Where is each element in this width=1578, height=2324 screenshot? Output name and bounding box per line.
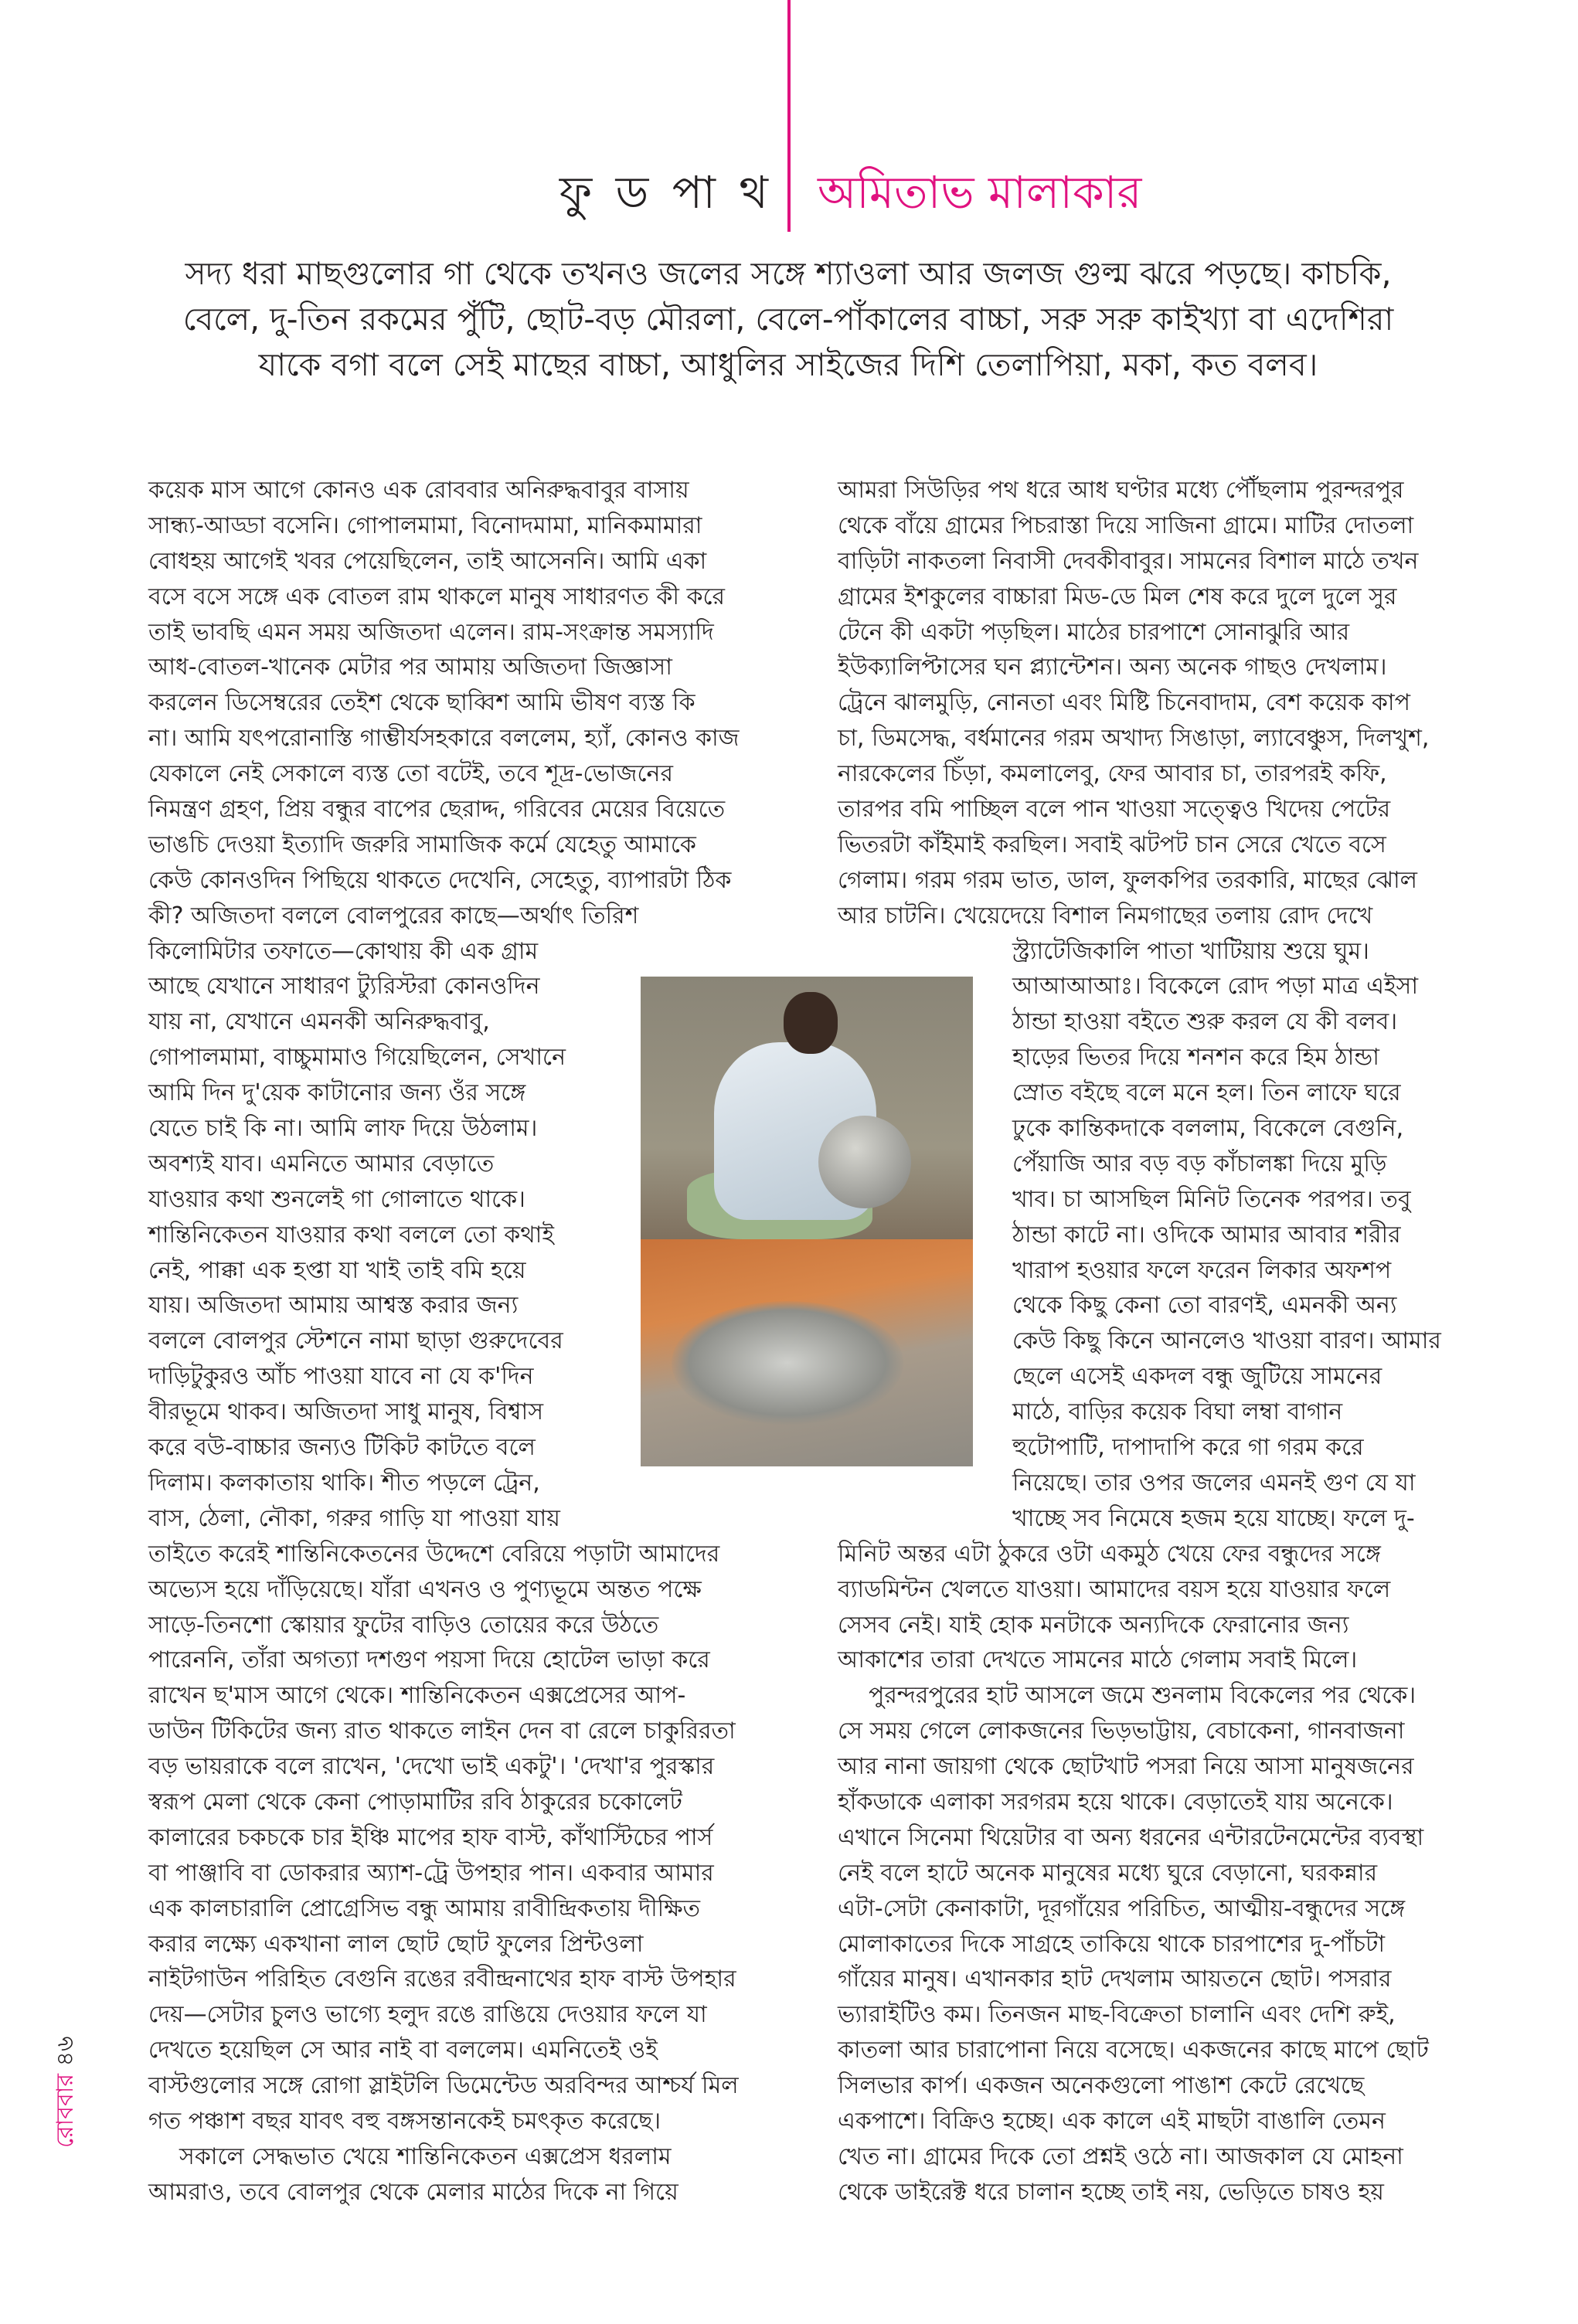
text-line: বোধহয় আগেই খবর পেয়েছিলেন, তাই আসেননি। আমি একা	[148, 547, 707, 575]
text-line: আর নানা জায়গা থেকে ছোটখাট পসরা নিয়ে আসা মানুষজনের	[838, 1753, 1414, 1781]
text-line: পুরন্দরপুরের হাট আসলে জমে শুনলাম বিকেলের পর থেকে।	[869, 1682, 1416, 1710]
text-line: এক কালচারালি প্রোগ্রেসিভ বন্ধু আমায় রাবীন্দ্রিকতায় দীক্ষিত	[148, 1894, 701, 1922]
text-line: হাড়ের ভিতর দিয়ে শনশন করে হিম ঠান্ডা	[1012, 1044, 1379, 1072]
text-line: নেই, পাক্কা এক হপ্তা যা খাই তাই বমি হয়ে	[148, 1256, 526, 1284]
text-line: হুটোপাটি, দাপাদাপি করে গা গরম করে	[1012, 1434, 1364, 1462]
text-line: করে বউ-বাচ্চার জন্যও টিকিট কাটতে বলে	[148, 1434, 536, 1462]
text-line: তারপর বমি পাচ্ছিল বলে পান খাওয়া সত্ত্বেও খিদেয় পেটের	[838, 796, 1391, 824]
text-line: দিলাম। কলকাতায় থাকি। শীত পড়লে ট্রেন,	[148, 1469, 540, 1497]
text-line: পারেননি, তাঁরা অগত্যা দশগুণ পয়সা দিয়ে হোটেল ভাড়া করে	[148, 1646, 710, 1674]
text-line: মাঠে, বাড়ির কয়েক বিঘা লম্বা বাগান	[1012, 1398, 1343, 1426]
text-line: শান্তিনিকেতন যাওয়ার কথা বললে তো কথাই	[148, 1221, 554, 1249]
text-line: কেউ কিছু কিনে আনলেও খাওয়া বারণ। আমার	[1012, 1327, 1441, 1355]
text-line: বড় ভায়রাকে বলে রাখেন, 'দেখো ভাই একটু'। 'দেখা'র পুরস্কার	[148, 1753, 715, 1781]
fish-pile	[672, 1301, 903, 1425]
text-line: থেকে বাঁয়ে গ্রামের পিচরাস্তা দিয়ে সাজিনা গ্রামে। মাটির দোতলা	[838, 511, 1414, 539]
text-line: সিলভার কার্প। একজন অনেকগুলো পাঙাশ কেটে রেখেছে	[838, 2072, 1365, 2100]
intro-line: বেলে, দু-তিন রকমের পুঁটি, ছোট-বড় মৌরলা, বেলে-পাঁকালের বাচ্চা, সরু সরু কাইখ্যা বা এদেশিরা	[182, 301, 1394, 338]
text-line: গত পঞ্চাশ বছর যাবৎ বহু বঙ্গসন্তানকেই চমৎকৃত করেছে।	[148, 2107, 661, 2135]
text-line: এখানে সিনেমা থিয়েটার বা অন্য ধরনের এন্টারটেনমেন্টের ব্যবস্থা	[838, 1823, 1424, 1851]
text-line: একপাশে। বিক্রিও হচ্ছে। এক কালে এই মাছটা বাঙালি তেমন	[838, 2107, 1386, 2135]
text-line: কয়েক মাস আগে কোনও এক রোববার অনিরুদ্ধবাবুর বাসায়	[148, 477, 689, 504]
text-line: মোলাকাতের দিকে সাগ্রহে তাকিয়ে থাকে চারপাশের দু-পাঁচটা	[838, 1930, 1386, 1958]
text-line: বাস্টগুলোর সঙ্গে রোগা স্লাইটলি ডিমেন্টেড অরবিন্দর আশ্চর্য মিল	[148, 2072, 739, 2100]
page-number: ৪৬	[52, 2036, 79, 2067]
text-line: ভাঙচি দেওয়া ইত্যাদি জরুরি সামাজিক কর্মে যেহেতু আমাকে	[148, 831, 696, 858]
text-line: খাব। চা আসছিল মিনিট তিনেক পরপর। তবু	[1012, 1185, 1411, 1213]
text-line: গেলাম। গরম গরম ভাত, ডাল, ফুলকপির তরকারি, মাছের ঝোল	[838, 866, 1418, 894]
text-line: কালারের চকচকে চার ইঞ্চি মাপের হাফ বাস্ট, কাঁথাস্টিচের পার্স	[148, 1823, 713, 1851]
text-line: ঠান্ডা কাটে না। ওদিকে আমার আবার শরীর	[1012, 1221, 1401, 1249]
text-line: আধ-বোতল-খানেক মেটার পর আমায় অজিতদা জিজ্ঞাসা	[148, 654, 672, 681]
text-line: দেখতে হয়েছিল সে আর নাই বা বললেম। এমনিতেই ওই	[148, 2037, 658, 2064]
text-line: যায়। অজিতদা আমায় আশ্বস্ত করার জন্য	[148, 1292, 519, 1320]
text-line: সেসব নেই। যাই হোক মনটাকে অন্যদিকে ফেরানোর জন্য	[838, 1611, 1349, 1639]
text-line: স্বরূপ মেলা থেকে কেনা পোড়ামাটির রবি ঠাকুরের চকোলেট	[148, 1788, 682, 1816]
text-line: যেকালে নেই সেকালে ব্যস্ত তো বটেই, তবে শূদ্র-ভোজনের	[148, 760, 673, 788]
text-line: গোপালমামা, বাচ্চুমামাও গিয়েছিলেন, সেখানে	[148, 1044, 566, 1072]
text-line: স্রোত বইছে বলে মনে হল। তিন লাফে ঘরে	[1012, 1079, 1401, 1107]
text-line: থেকে ডাইরেক্ট ধরে চালান হচ্ছে তাই নয়, ভেড়িতে চাষও হয়	[838, 2178, 1384, 2206]
intro-standfirst	[116, 251, 1461, 388]
text-line: কাতলা আর চারাপোনা নিয়ে বসেছে। একজনের কাছে মাপে ছোট	[838, 2037, 1429, 2064]
metal-pot	[818, 1116, 911, 1208]
magazine-name: রোববার	[52, 2074, 79, 2148]
text-line: সান্ধ্য-আড্ডা বসেনি। গোপালমামা, বিনোদমামা, মানিকমামারা	[148, 511, 702, 539]
text-line: এটা-সেটা কেনাকাটা, দূরগাঁয়ের পরিচিত, আত্মীয়-বন্ধুদের সঙ্গে	[838, 1894, 1406, 1922]
text-line: আমরাও, তবে বোলপুর থেকে মেলার মাঠের দিকে না গিয়ে	[148, 2178, 678, 2206]
section-title: ফু ড পা থ	[559, 166, 773, 219]
text-line: কেউ কোনওদিন পিছিয়ে থাকতে দেখেনি, সেহেতু, ব্যাপারটা ঠিক	[148, 866, 732, 894]
text-line: দাড়িটুকুরও আঁচ পাওয়া যাবে না যে ক'দিন	[148, 1363, 534, 1391]
text-line: খারাপ হওয়ার ফলে ফরেন লিকার অফশপ	[1012, 1256, 1392, 1284]
text-line: ব্যাডমিন্টন খেলতে যাওয়া। আমাদের বয়স হয়ে যাওয়ার ফলে	[838, 1575, 1391, 1603]
text-line: দেয়—সেটার চুলও ভাগ্যে হলুদ রঙে রাঙিয়ে দেওয়ার ফলে যা	[148, 2001, 707, 2029]
text-line: করার লক্ষ্যে একখানা লাল ছোট ছোট ফুলের প্রিন্টওলা	[148, 1930, 644, 1958]
text-line: আকাশের তারা দেখতে সামনের মাঠে গেলাম সবাই মিলে।	[838, 1646, 1358, 1674]
text-line: তাইতে করেই শান্তিনিকেতনের উদ্দেশে বেরিয়ে পড়াটা আমাদের	[148, 1540, 720, 1568]
text-line: অবশ্যই যাব। এমনিতে আমার বেড়াতে	[148, 1150, 495, 1177]
text-line: আমরা সিউড়ির পথ ধরে আধ ঘণ্টার মধ্যে পৌঁছলাম পুরন্দরপুর	[838, 477, 1404, 504]
text-line: যায় না, যেখানে এমনকী অনিরুদ্ধবাবু,	[148, 1008, 490, 1036]
text-line: বা পাঞ্জাবি বা ডোকরার অ্যাশ-ট্রে উপহার পান। একবার আমার	[148, 1859, 714, 1887]
text-line: অভ্যেস হয়ে দাঁড়িয়েছে। যাঁরা এখনও ও পুণ্যভূমে অন্তত পক্ষে	[148, 1575, 702, 1603]
text-line: গ্রামের ইশকুলের বাচ্চারা মিড-ডে মিল শেষ করে দুলে দুলে সুর	[838, 583, 1397, 610]
text-line: ভিতরটা কাঁইমাই করছিল। সবাই ঝটপট চান সেরে খেতে বসে	[838, 831, 1386, 858]
text-line: আআআআঃ। বিকেলে রোদ পড়া মাত্র এইসা	[1012, 973, 1419, 1001]
text-line: নারকেলের চিঁড়া, কমলালেবু, ফের আবার চা, তারপরই কফি,	[838, 760, 1387, 788]
text-line: থেকে কিছু কেনা তো বারণই, এমনকী অন্য	[1012, 1292, 1397, 1320]
seller-head	[784, 992, 838, 1054]
text-line: ডাউন টিকিটের জন্য রাত থাকতে লাইন দেন বা রেলে চাকুরিরতা	[148, 1718, 736, 1745]
text-line: মিনিট অন্তর এটা ঠুকরে ওটা একমুঠ খেয়ে ফের বন্ধুদের সঙ্গে	[838, 1540, 1381, 1568]
page-folio	[46, 2036, 86, 2148]
text-line: ছেলে এসেই একদল বন্ধু জুটিয়ে সামনের	[1012, 1363, 1382, 1391]
text-line: না। আমি যৎপরোনাস্তি গাম্ভীর্যসহকারে বললেম, হ্যাঁ, কোনও কাজ	[148, 725, 740, 753]
header-divider	[787, 0, 791, 232]
text-line: ট্রেনে ঝালমুড়ি, নোনতা এবং মিষ্টি চিনেবাদাম, বেশ কয়েক কাপ	[838, 689, 1410, 717]
text-line: নিমন্ত্রণ গ্রহণ, প্রিয় বন্ধুর বাপের ছেরাদ্দ, গরিবের মেয়ের বিয়েতে	[148, 796, 726, 824]
text-line: বীরভূমে থাকব। অজিতদা সাধু মানুষ, বিশ্বাস	[148, 1398, 544, 1426]
author-name: অমিতাভ মালাকার	[818, 166, 1142, 219]
text-line: আর চাটনি। খেয়েদেয়ে বিশাল নিমগাছের তলায় রোদ দেখে	[838, 902, 1373, 929]
text-line: সে সময় গেলে লোকজনের ভিড়ভাট্টায়, বেচাকেনা, গানবাজনা	[838, 1718, 1405, 1745]
intro-line: যাকে বগা বলে সেই মাছের বাচ্চা, আধুলির সাইজের দিশি তেলাপিয়া, মকা, কত বলব।	[258, 346, 1318, 383]
text-line: বললে বোলপুর স্টেশনে নামা ছাড়া গুরুদেবের	[148, 1327, 563, 1355]
text-line: কিলোমিটার তফাতে—কোথায় কী এক গ্রাম	[148, 937, 539, 965]
text-line: গাঁয়ের মানুষ। এখানকার হাট দেখলাম আয়তনে ছোট। পসরার	[838, 1966, 1392, 1993]
text-line: ভ্যারাইটিও কম। তিনজন মাছ-বিক্রেতা চালানি এবং দেশি রুই,	[838, 2001, 1396, 2029]
text-line: খাচ্ছে সব নিমেষে হজম হয়ে যাচ্ছে। ফলে দু-	[1012, 1504, 1415, 1532]
text-line: টেনে কী একটা পড়ছিল। মাঠের চারপাশে সোনাঝুরি আর	[838, 618, 1350, 646]
text-line: চা, ডিমসেদ্ধ, বর্ধমানের গরম অখাদ্য সিঙাড়া, ল্যাবেঞ্চুস, দিলখুশ,	[838, 725, 1430, 753]
text-line: আছে যেখানে সাধারণ ট্যুরিস্টরা কোনওদিন	[148, 973, 540, 1001]
intro-line: সদ্য ধরা মাছগুলোর গা থেকে তখনও জলের সঙ্গে শ্যাওলা আর জলজ গুল্ম ঝরে পড়ছে। কাচকি,	[185, 255, 1392, 292]
text-line: বাস, ঠেলা, নৌকা, গরুর গাড়ি যা পাওয়া যায়	[148, 1504, 560, 1532]
text-line: সকালে সেদ্ধভাত খেয়ে শান্তিনিকেতন এক্সপ্রেস ধরলাম	[179, 2142, 672, 2170]
text-line: ইউক্যালিপ্টাসের ঘন প্ল্যান্টেশন। অন্য অনেক গাছও দেখলাম।	[838, 654, 1387, 681]
text-line: করলেন ডিসেম্বরের তেইশ থেকে ছাব্বিশ আমি ভীষণ ব্যস্ত কি	[148, 689, 695, 717]
text-line: বসে বসে সঙ্গে এক বোতল রাম থাকলে মানুষ সাধারণত কী করে	[148, 583, 725, 610]
text-line: স্ট্র্যাটেজিকালি পাতা খাটিয়ায় শুয়ে ঘুম।	[1012, 937, 1369, 965]
text-line: নেই বলে হাটে অনেক মানুষের মধ্যে ঘুরে বেড়ানো, ঘরকন্নার	[838, 1859, 1378, 1887]
text-line: যেতে চাই কি না। আমি লাফ দিয়ে উঠলাম।	[148, 1115, 538, 1143]
text-line: নিয়েছে। তার ওপর জলের এমনই গুণ যে যা	[1012, 1469, 1416, 1497]
fish-seller-photo	[641, 977, 973, 1466]
text-line: আমি দিন দু'য়েক কাটানোর জন্য ওঁর সঙ্গে	[148, 1079, 526, 1107]
text-line: বাড়িটা নাকতলা নিবাসী দেবকীবাবুর। সামনের বিশাল মাঠে তখন	[838, 547, 1419, 575]
text-line: তাই ভাবছি এমন সময় অজিতদা এলেন। রাম-সংক্রান্ত সমস্যাদি	[148, 618, 714, 646]
text-line: ঢুকে কান্তিকদাকে বললাম, বিকেলে বেগুনি,	[1012, 1115, 1404, 1143]
text-line: হাঁকডাকে এলাকা সরগরম হয়ে থাকে। বেড়াতেই যায় অনেকে।	[838, 1788, 1393, 1816]
text-line: সাড়ে-তিনশো স্কোয়ার ফুটের বাড়িও তোয়ের করে উঠতে	[148, 1611, 659, 1639]
text-line: যাওয়ার কথা শুনলেই গা গোলাতে থাকে।	[148, 1185, 525, 1213]
text-line: ঠান্ডা হাওয়া বইতে শুরু করল যে কী বলব।	[1012, 1008, 1398, 1036]
text-line: কী? অজিতদা বললে বোলপুরের কাছে—অর্থাৎ তিরিশ	[148, 902, 639, 929]
text-line: নাইটগাউন পরিহিত বেগুনি রঙের রবীন্দ্রনাথের হাফ বাস্ট উপহার	[148, 1966, 736, 1993]
text-line: পেঁয়াজি আর বড় বড় কাঁচালঙ্কা দিয়ে মুড়ি	[1012, 1150, 1387, 1177]
text-line: খেত না। গ্রামের দিকে তো প্রশ্নই ওঠে না। আজকাল যে মোহনা	[838, 2142, 1403, 2170]
text-line: রাখেন ছ'মাস আগে থেকে। শান্তিনিকেতন এক্সপ্রেসের আপ-	[148, 1682, 686, 1710]
